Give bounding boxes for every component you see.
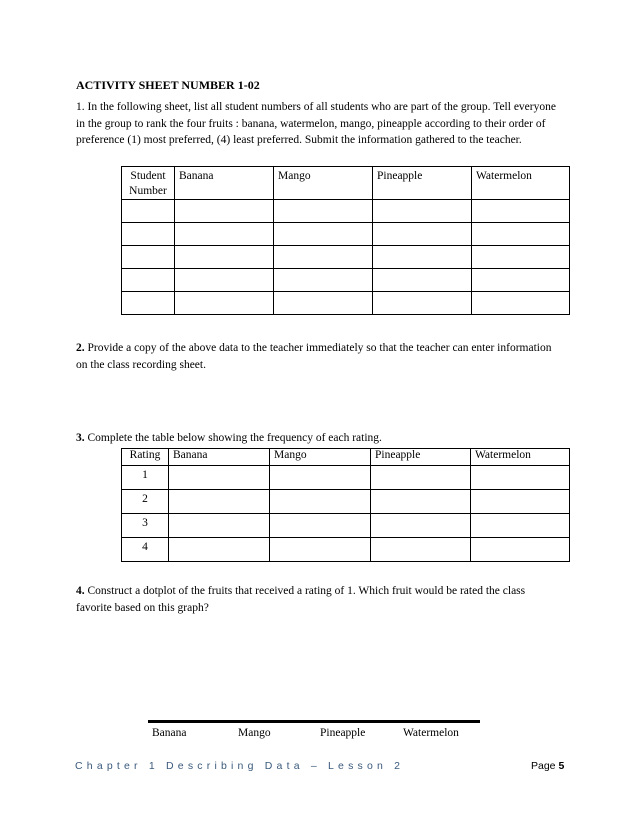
blank-cell[interactable] [270,466,371,490]
header-banana: Banana [169,449,270,466]
student-preference-table [121,166,570,315]
blank-cell[interactable] [471,514,570,538]
blank-cell[interactable] [371,514,471,538]
header-banana: Banana [175,167,274,200]
question-3-body: Complete the table below showing the frequency of each rating. [84,432,382,444]
dotplot-label-watermelon: Watermelon [403,727,459,739]
blank-cell[interactable] [274,269,373,292]
table-row [122,246,570,269]
blank-cell[interactable] [373,223,472,246]
blank-cell[interactable] [472,292,570,315]
table-row [122,292,570,315]
footer-page [531,760,564,772]
header-watermelon: Watermelon [471,449,570,466]
blank-cell[interactable] [122,200,175,223]
blank-cell[interactable] [371,490,471,514]
blank-cell[interactable] [169,466,270,490]
blank-cell[interactable] [169,490,270,514]
blank-cell[interactable] [175,292,274,315]
dotplot-axis [148,720,480,723]
blank-cell[interactable] [274,246,373,269]
page-number: 5 [558,760,565,772]
blank-cell[interactable] [471,466,570,490]
blank-cell[interactable] [371,538,471,562]
blank-cell[interactable] [472,200,570,223]
header-pineapple: Pineapple [371,449,471,466]
blank-cell[interactable] [169,538,270,562]
blank-cell[interactable] [122,292,175,315]
page-label: Page [531,760,559,772]
table-row [122,269,570,292]
question-4-body: Construct a dotplot of the fruits that received a rating of 1. Which fruit would be rated the class favorite based on this graph? [76,585,526,614]
header-pineapple: Pineapple [373,167,472,200]
rating-label: 3 [122,514,169,538]
header-mango: Mango [274,167,373,200]
question-4-number: 4. [76,585,85,597]
table-header-row [122,449,570,466]
dotplot-label-pineapple: Pineapple [320,727,366,739]
table-row [122,514,570,538]
question-2-number: 2. [76,342,85,354]
blank-cell[interactable] [472,223,570,246]
blank-cell[interactable] [175,246,274,269]
rating-label: 4 [122,538,169,562]
blank-cell[interactable] [373,200,472,223]
blank-cell[interactable] [270,490,371,514]
footer-chapter: Chapter 1 Describing Data – Lesson 2 [75,760,405,772]
blank-cell[interactable] [274,223,373,246]
blank-cell[interactable] [122,223,175,246]
blank-cell[interactable] [373,246,472,269]
table-row [122,490,570,514]
activity-title: ACTIVITY SHEET NUMBER 1-02 [76,78,260,92]
rating-frequency-table [121,448,570,562]
dotplot-label-banana: Banana [152,727,187,739]
table-header-row [122,167,570,200]
blank-cell[interactable] [175,223,274,246]
blank-cell[interactable] [471,538,570,562]
question-3-text [76,430,562,447]
table-row [122,538,570,562]
blank-cell[interactable] [274,200,373,223]
blank-cell[interactable] [472,246,570,269]
header-mango: Mango [270,449,371,466]
dotplot-label-mango: Mango [238,727,271,739]
blank-cell[interactable] [270,538,371,562]
table-row [122,223,570,246]
header-rating: Rating [122,449,169,466]
question-2-text [76,340,562,373]
blank-cell[interactable] [471,490,570,514]
blank-cell[interactable] [270,514,371,538]
question-3-number: 3. [76,432,85,444]
blank-cell[interactable] [175,269,274,292]
question-1-text: 1. In the following sheet, list all student numbers of all students who are part of the group. Tell everyone in the group to rank the four fruits : banana, watermelon, mango, pineapple according to their order of preference (1) most preferred, (4) least preferred. Submit the information gathered to the teacher. [76,101,556,146]
question-4-text [76,583,562,616]
blank-cell[interactable] [373,292,472,315]
table-row [122,466,570,490]
header-watermelon: Watermelon [472,167,570,200]
blank-cell[interactable] [175,200,274,223]
rating-label: 1 [122,466,169,490]
blank-cell[interactable] [169,514,270,538]
blank-cell[interactable] [122,246,175,269]
blank-cell[interactable] [274,292,373,315]
blank-cell[interactable] [371,466,471,490]
table-row [122,200,570,223]
question-2-body: Provide a copy of the above data to the teacher immediately so that the teacher can enter information on the class recording sheet. [76,342,552,371]
rating-label: 2 [122,490,169,514]
blank-cell[interactable] [472,269,570,292]
header-student-number: Student Number [122,167,175,200]
blank-cell[interactable] [373,269,472,292]
blank-cell[interactable] [122,269,175,292]
